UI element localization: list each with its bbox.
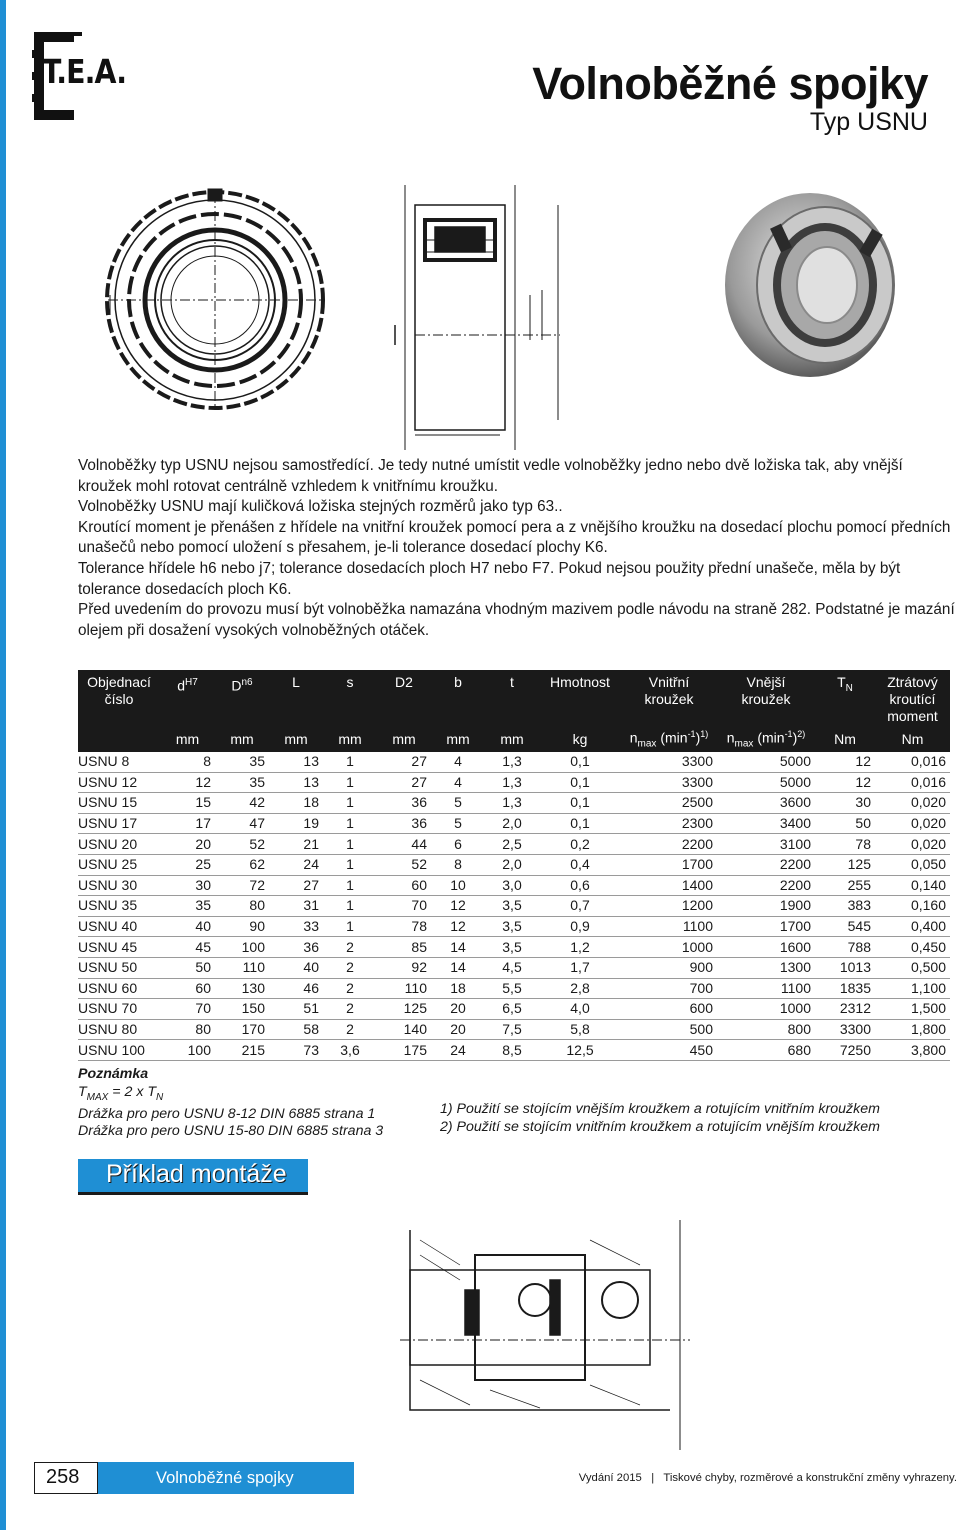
table-row: [78, 793, 950, 814]
table-cell: 0,6: [539, 875, 621, 896]
table-cell: 3,800: [875, 1040, 950, 1061]
cell-order-number: USNU 15: [78, 793, 160, 814]
table-cell: 1700: [621, 854, 717, 875]
table-cell: 1400: [621, 875, 717, 896]
notes: [78, 1066, 383, 1141]
table-cell: 25: [160, 854, 215, 875]
table-cell: 2,8: [539, 978, 621, 999]
table-cell: 42: [215, 793, 269, 814]
table-cell: 90: [215, 916, 269, 937]
table-cell: 21: [269, 834, 323, 855]
table-row: [78, 896, 950, 917]
footnotes: [440, 1101, 880, 1136]
table-cell: 3,5: [485, 937, 539, 958]
header-b: b: [431, 670, 485, 726]
header-inner-ring: Vnitřní kroužek: [621, 670, 717, 726]
table-cell: 1200: [621, 896, 717, 917]
table-cell: 0,1: [539, 752, 621, 772]
table-cell: 2200: [717, 854, 815, 875]
description-paragraph: Kroutící moment je přenášen z hřídele na vnitřní kroužek pomocí pera a z vnějšího kroužku na dosedací plochu pomocí předních unašečů nebo pomocí uložení s přesahem, je-li tolerance dosedací plochy K6.: [78, 518, 951, 557]
table-cell: 2,5: [485, 834, 539, 855]
table-cell: 1: [323, 834, 377, 855]
table-row: [78, 937, 950, 958]
table-row: [78, 1019, 950, 1040]
cell-order-number: USNU 20: [78, 834, 160, 855]
table-cell: 1: [323, 854, 377, 875]
header-D: $D^{n6}$: [215, 670, 269, 726]
table-row: [78, 752, 950, 772]
table-cell: 14: [431, 937, 485, 958]
table-row: [78, 916, 950, 937]
table-cell: 30: [815, 793, 875, 814]
table-cell: 51: [269, 999, 323, 1020]
table-cell: 92: [377, 957, 431, 978]
table-cell: 1100: [621, 916, 717, 937]
table-cell: 31: [269, 896, 323, 917]
table-cell: 545: [815, 916, 875, 937]
table-cell: 125: [377, 999, 431, 1020]
table-cell: 78: [815, 834, 875, 855]
table-cell: 0,016: [875, 772, 950, 793]
table-cell: 0,050: [875, 854, 950, 875]
table-cell: 1: [323, 752, 377, 772]
header-d: $d^{H7}$: [160, 670, 215, 726]
table-cell: 1,7: [539, 957, 621, 978]
table-cell: 0,400: [875, 916, 950, 937]
table-cell: 60: [160, 978, 215, 999]
table-cell: 0,1: [539, 772, 621, 793]
table-cell: 12: [815, 772, 875, 793]
table-cell: 36: [377, 793, 431, 814]
table-cell: 2312: [815, 999, 875, 1020]
footer-title: Volnoběžné spojky: [156, 1469, 294, 1487]
table-cell: 18: [431, 978, 485, 999]
cell-order-number: USNU 40: [78, 916, 160, 937]
header-D2: D2: [377, 670, 431, 726]
description-paragraph: Volnoběžky typ USNU nejsou samostředící. Je tedy nutné umístit vedle volnoběžky jedno nebo dvě ložiska tak, aby vnější kroužek mohl rotovat centrálně vzhledem k vnitřnímu kroužku.: [78, 457, 903, 495]
table-cell: 40: [269, 957, 323, 978]
table-cell: 3400: [717, 813, 815, 834]
table-cell: 12: [431, 916, 485, 937]
table-cell: 5: [431, 813, 485, 834]
table-row: [78, 813, 950, 834]
table-cell: 85: [377, 937, 431, 958]
table-cell: 100: [215, 937, 269, 958]
cell-order-number: USNU 25: [78, 854, 160, 875]
unit-mm: mm: [269, 726, 323, 752]
table-cell: 2200: [621, 834, 717, 855]
page-number: 258: [46, 1466, 80, 1488]
table-cell: 45: [160, 937, 215, 958]
table-cell: 3,5: [485, 916, 539, 937]
table-cell: 20: [160, 834, 215, 855]
unit-Nm: Nm: [815, 726, 875, 752]
unit-kg: kg: [539, 726, 621, 752]
table-cell: 1: [323, 772, 377, 793]
table-cell: 6: [431, 834, 485, 855]
table-cell: 1,100: [875, 978, 950, 999]
table-cell: 3,5: [485, 896, 539, 917]
header-TN: $T_N$: [815, 670, 875, 726]
table-cell: 110: [215, 957, 269, 978]
cell-order-number: USNU 30: [78, 875, 160, 896]
table-cell: 14: [431, 957, 485, 978]
unit-mm: mm: [160, 726, 215, 752]
table-cell: 12: [431, 896, 485, 917]
table-cell: 17: [160, 813, 215, 834]
table-row: [78, 1040, 950, 1061]
table-cell: 35: [215, 752, 269, 772]
table-cell: 175: [377, 1040, 431, 1061]
table-cell: 0,160: [875, 896, 950, 917]
table-cell: 46: [269, 978, 323, 999]
unit-mm: mm: [215, 726, 269, 752]
table-cell: 80: [160, 1019, 215, 1040]
cell-order-number: USNU 12: [78, 772, 160, 793]
table-cell: 900: [621, 957, 717, 978]
table-cell: 12,5: [539, 1040, 621, 1061]
table-cell: 2300: [621, 813, 717, 834]
table-cell: 0,140: [875, 875, 950, 896]
table-cell: 0,500: [875, 957, 950, 978]
side-accent-bar: [0, 0, 6, 1530]
product-photo: [715, 185, 915, 385]
header-s: s: [323, 670, 377, 726]
table-cell: 3,6: [323, 1040, 377, 1061]
table-cell: 0,9: [539, 916, 621, 937]
table-cell: 73: [269, 1040, 323, 1061]
table-cell: 680: [717, 1040, 815, 1061]
cell-order-number: USNU 45: [78, 937, 160, 958]
table-cell: 30: [160, 875, 215, 896]
table-cell: 1: [323, 875, 377, 896]
table-cell: 15: [160, 793, 215, 814]
table-cell: 0,2: [539, 834, 621, 855]
cell-order-number: USNU 35: [78, 896, 160, 917]
table-cell: 78: [377, 916, 431, 937]
tmax-formula: $T_{MAX} = 2$ x $T_N$: [78, 1083, 164, 1103]
description-paragraph: Tolerance hřídele h6 nebo j7; tolerance dosedacích ploch H7 nebo F7. Pokud nejsou použity přední unašeče, měla by být tolerance dosedacích ploch K6.: [78, 559, 901, 598]
table-cell: 3300: [815, 1019, 875, 1040]
table-cell: 1,2: [539, 937, 621, 958]
cell-order-number: USNU 60: [78, 978, 160, 999]
table-cell: 450: [621, 1040, 717, 1061]
table-cell: 12: [815, 752, 875, 772]
table-cell: 383: [815, 896, 875, 917]
table-cell: 1013: [815, 957, 875, 978]
table-cell: 2: [323, 978, 377, 999]
assembly-drawing: [380, 1210, 700, 1455]
table-cell: 1,3: [485, 793, 539, 814]
table-cell: 4,5: [485, 957, 539, 978]
table-cell: 19: [269, 813, 323, 834]
cell-order-number: USNU 70: [78, 999, 160, 1020]
cell-order-number: USNU 50: [78, 957, 160, 978]
table-cell: 2: [323, 957, 377, 978]
table-cell: 150: [215, 999, 269, 1020]
table-cell: 27: [377, 752, 431, 772]
table-cell: 1600: [717, 937, 815, 958]
table-row: [78, 999, 950, 1020]
unit-nmax-inner: $n_{max}$ $(\min^{-1})^{1)}$: [621, 726, 717, 752]
table-cell: 3,0: [485, 875, 539, 896]
unit-mm: mm: [485, 726, 539, 752]
unit-empty: [78, 726, 160, 752]
table-cell: 80: [215, 896, 269, 917]
table-cell: 2200: [717, 875, 815, 896]
table-cell: 0,016: [875, 752, 950, 772]
table-cell: 27: [269, 875, 323, 896]
unit-nmax-outer: $n_{max}$ $(\min^{-1})^{2)}$: [717, 726, 815, 752]
table-cell: 5000: [717, 752, 815, 772]
table-row: [78, 875, 950, 896]
table-cell: 140: [377, 1019, 431, 1040]
table-cell: 0,020: [875, 813, 950, 834]
table-cell: 60: [377, 875, 431, 896]
table-cell: 50: [160, 957, 215, 978]
table-cell: 1835: [815, 978, 875, 999]
table-cell: 1,3: [485, 752, 539, 772]
unit-mm: mm: [431, 726, 485, 752]
table-cell: 47: [215, 813, 269, 834]
table-row: [78, 854, 950, 875]
table-cell: 0,7: [539, 896, 621, 917]
description-paragraph: Volnoběžky USNU mají kuličková ložiska stejných rozměrů jako typ 63..: [78, 498, 563, 516]
table-cell: 62: [215, 854, 269, 875]
table-cell: 52: [215, 834, 269, 855]
table-cell: 70: [377, 896, 431, 917]
cell-order-number: USNU 80: [78, 1019, 160, 1040]
table-cell: 18: [269, 793, 323, 814]
table-cell: 12: [160, 772, 215, 793]
table-cell: 1: [323, 896, 377, 917]
table-cell: 24: [431, 1040, 485, 1061]
table-row: [78, 772, 950, 793]
unit-mm: mm: [323, 726, 377, 752]
table-cell: 3100: [717, 834, 815, 855]
table-cell: 8: [431, 854, 485, 875]
table-cell: 1000: [717, 999, 815, 1020]
page-title: Volnoběžné spojky: [532, 58, 928, 109]
table-cell: 5: [431, 793, 485, 814]
table-cell: 255: [815, 875, 875, 896]
table-cell: 8: [160, 752, 215, 772]
table-cell: 24: [269, 854, 323, 875]
table-cell: 35: [160, 896, 215, 917]
table-cell: 3600: [717, 793, 815, 814]
notes-heading: Poznámka: [78, 1066, 149, 1082]
table-cell: 110: [377, 978, 431, 999]
table-cell: 1000: [621, 937, 717, 958]
table-cell: 44: [377, 834, 431, 855]
table-cell: 50: [815, 813, 875, 834]
table-cell: 1: [323, 813, 377, 834]
footnote-2: 2) Použití se stojícím vnitřním kroužkem a rotujícím vnějším kroužkem: [440, 1118, 880, 1135]
table-cell: 36: [269, 937, 323, 958]
table-cell: 10: [431, 875, 485, 896]
table-cell: 20: [431, 999, 485, 1020]
table-cell: 0,4: [539, 854, 621, 875]
keyway-note-2: Drážka pro pero USNU 15-80 DIN 6885 strana 3: [78, 1123, 384, 1140]
table-cell: 6,5: [485, 999, 539, 1020]
table-cell: 0,1: [539, 793, 621, 814]
description-paragraph: Před uvedením do provozu musí být volnoběžka namazána vhodným mazivem podle návodu na straně 282. Podstatné je mazání olejem při dosažení vysokých volnoběžných otáček.: [78, 601, 955, 639]
table-cell: 3300: [621, 772, 717, 793]
table-cell: 20: [431, 1019, 485, 1040]
table-cell: 33: [269, 916, 323, 937]
table-cell: 8,5: [485, 1040, 539, 1061]
table-cell: 1: [323, 793, 377, 814]
header-mass: Hmotnost: [539, 670, 621, 726]
section-heading-text: Příklad montáže: [106, 1160, 287, 1188]
table-row: [78, 834, 950, 855]
header-loss-torque: Ztrátový kroutící moment: [875, 670, 950, 726]
table-cell: 1,3: [485, 772, 539, 793]
table-cell: 1300: [717, 957, 815, 978]
section-heading: [78, 1159, 308, 1195]
table-cell: 800: [717, 1019, 815, 1040]
table-cell: 1: [323, 916, 377, 937]
table-cell: 125: [815, 854, 875, 875]
keyway-note-1: Drážka pro pero USNU 8-12 DIN 6885 strana 1: [78, 1105, 376, 1122]
table-row: [78, 957, 950, 978]
footnote-1: 1) Použití se stojícím vnějším kroužkem a rotujícím vnitřním kroužkem: [440, 1101, 880, 1117]
table-cell: 170: [215, 1019, 269, 1040]
table-cell: 35: [215, 772, 269, 793]
header-order: Objednací číslo: [78, 670, 160, 726]
table-cell: 5,8: [539, 1019, 621, 1040]
table-cell: 130: [215, 978, 269, 999]
table-cell: 40: [160, 916, 215, 937]
cell-order-number: USNU 100: [78, 1040, 160, 1061]
table-cell: 0,020: [875, 793, 950, 814]
header-outer-ring: Vnější kroužek: [717, 670, 815, 726]
table-cell: 7250: [815, 1040, 875, 1061]
table-cell: 36: [377, 813, 431, 834]
table-cell: 1100: [717, 978, 815, 999]
table-cell: 13: [269, 752, 323, 772]
footer-edition: Vydání 2015 | Tiskové chyby, rozměrové a konstrukční změny vyhrazeny.: [578, 1472, 957, 1484]
table-cell: 52: [377, 854, 431, 875]
specification-table: [78, 670, 950, 1061]
table-cell: 13: [269, 772, 323, 793]
table-cell: 2500: [621, 793, 717, 814]
header-L: L: [269, 670, 323, 726]
description: [78, 456, 960, 641]
table-cell: 1,500: [875, 999, 950, 1020]
table-cell: 500: [621, 1019, 717, 1040]
table-cell: 215: [215, 1040, 269, 1061]
table-cell: 4: [431, 752, 485, 772]
technical-drawing: [90, 165, 580, 450]
table-cell: 2: [323, 1019, 377, 1040]
table-cell: 0,450: [875, 937, 950, 958]
table-cell: 5,5: [485, 978, 539, 999]
unit-mm: mm: [377, 726, 431, 752]
table-cell: 600: [621, 999, 717, 1020]
footer: [34, 1462, 354, 1494]
table-cell: 70: [160, 999, 215, 1020]
table-cell: 0,1: [539, 813, 621, 834]
cell-order-number: USNU 8: [78, 752, 160, 772]
table-cell: 1900: [717, 896, 815, 917]
table-cell: 2: [323, 999, 377, 1020]
cell-order-number: USNU 17: [78, 813, 160, 834]
logo-text: T.E.A.: [42, 52, 127, 91]
header-t: t: [485, 670, 539, 726]
table-cell: 2: [323, 937, 377, 958]
table-cell: 2,0: [485, 854, 539, 875]
table-cell: 1700: [717, 916, 815, 937]
table-cell: 27: [377, 772, 431, 793]
page-subtitle: Typ USNU: [809, 108, 928, 136]
table-cell: 700: [621, 978, 717, 999]
table-cell: 100: [160, 1040, 215, 1061]
table-cell: 4: [431, 772, 485, 793]
table-cell: 2,0: [485, 813, 539, 834]
table-cell: 3300: [621, 752, 717, 772]
table-cell: 788: [815, 937, 875, 958]
table-cell: 1,800: [875, 1019, 950, 1040]
table-cell: 58: [269, 1019, 323, 1040]
table-cell: 7,5: [485, 1019, 539, 1040]
table-cell: 72: [215, 875, 269, 896]
table-cell: 5000: [717, 772, 815, 793]
unit-Nm: Nm: [875, 726, 950, 752]
table-cell: 0,020: [875, 834, 950, 855]
table-cell: 4,0: [539, 999, 621, 1020]
table-row: [78, 978, 950, 999]
